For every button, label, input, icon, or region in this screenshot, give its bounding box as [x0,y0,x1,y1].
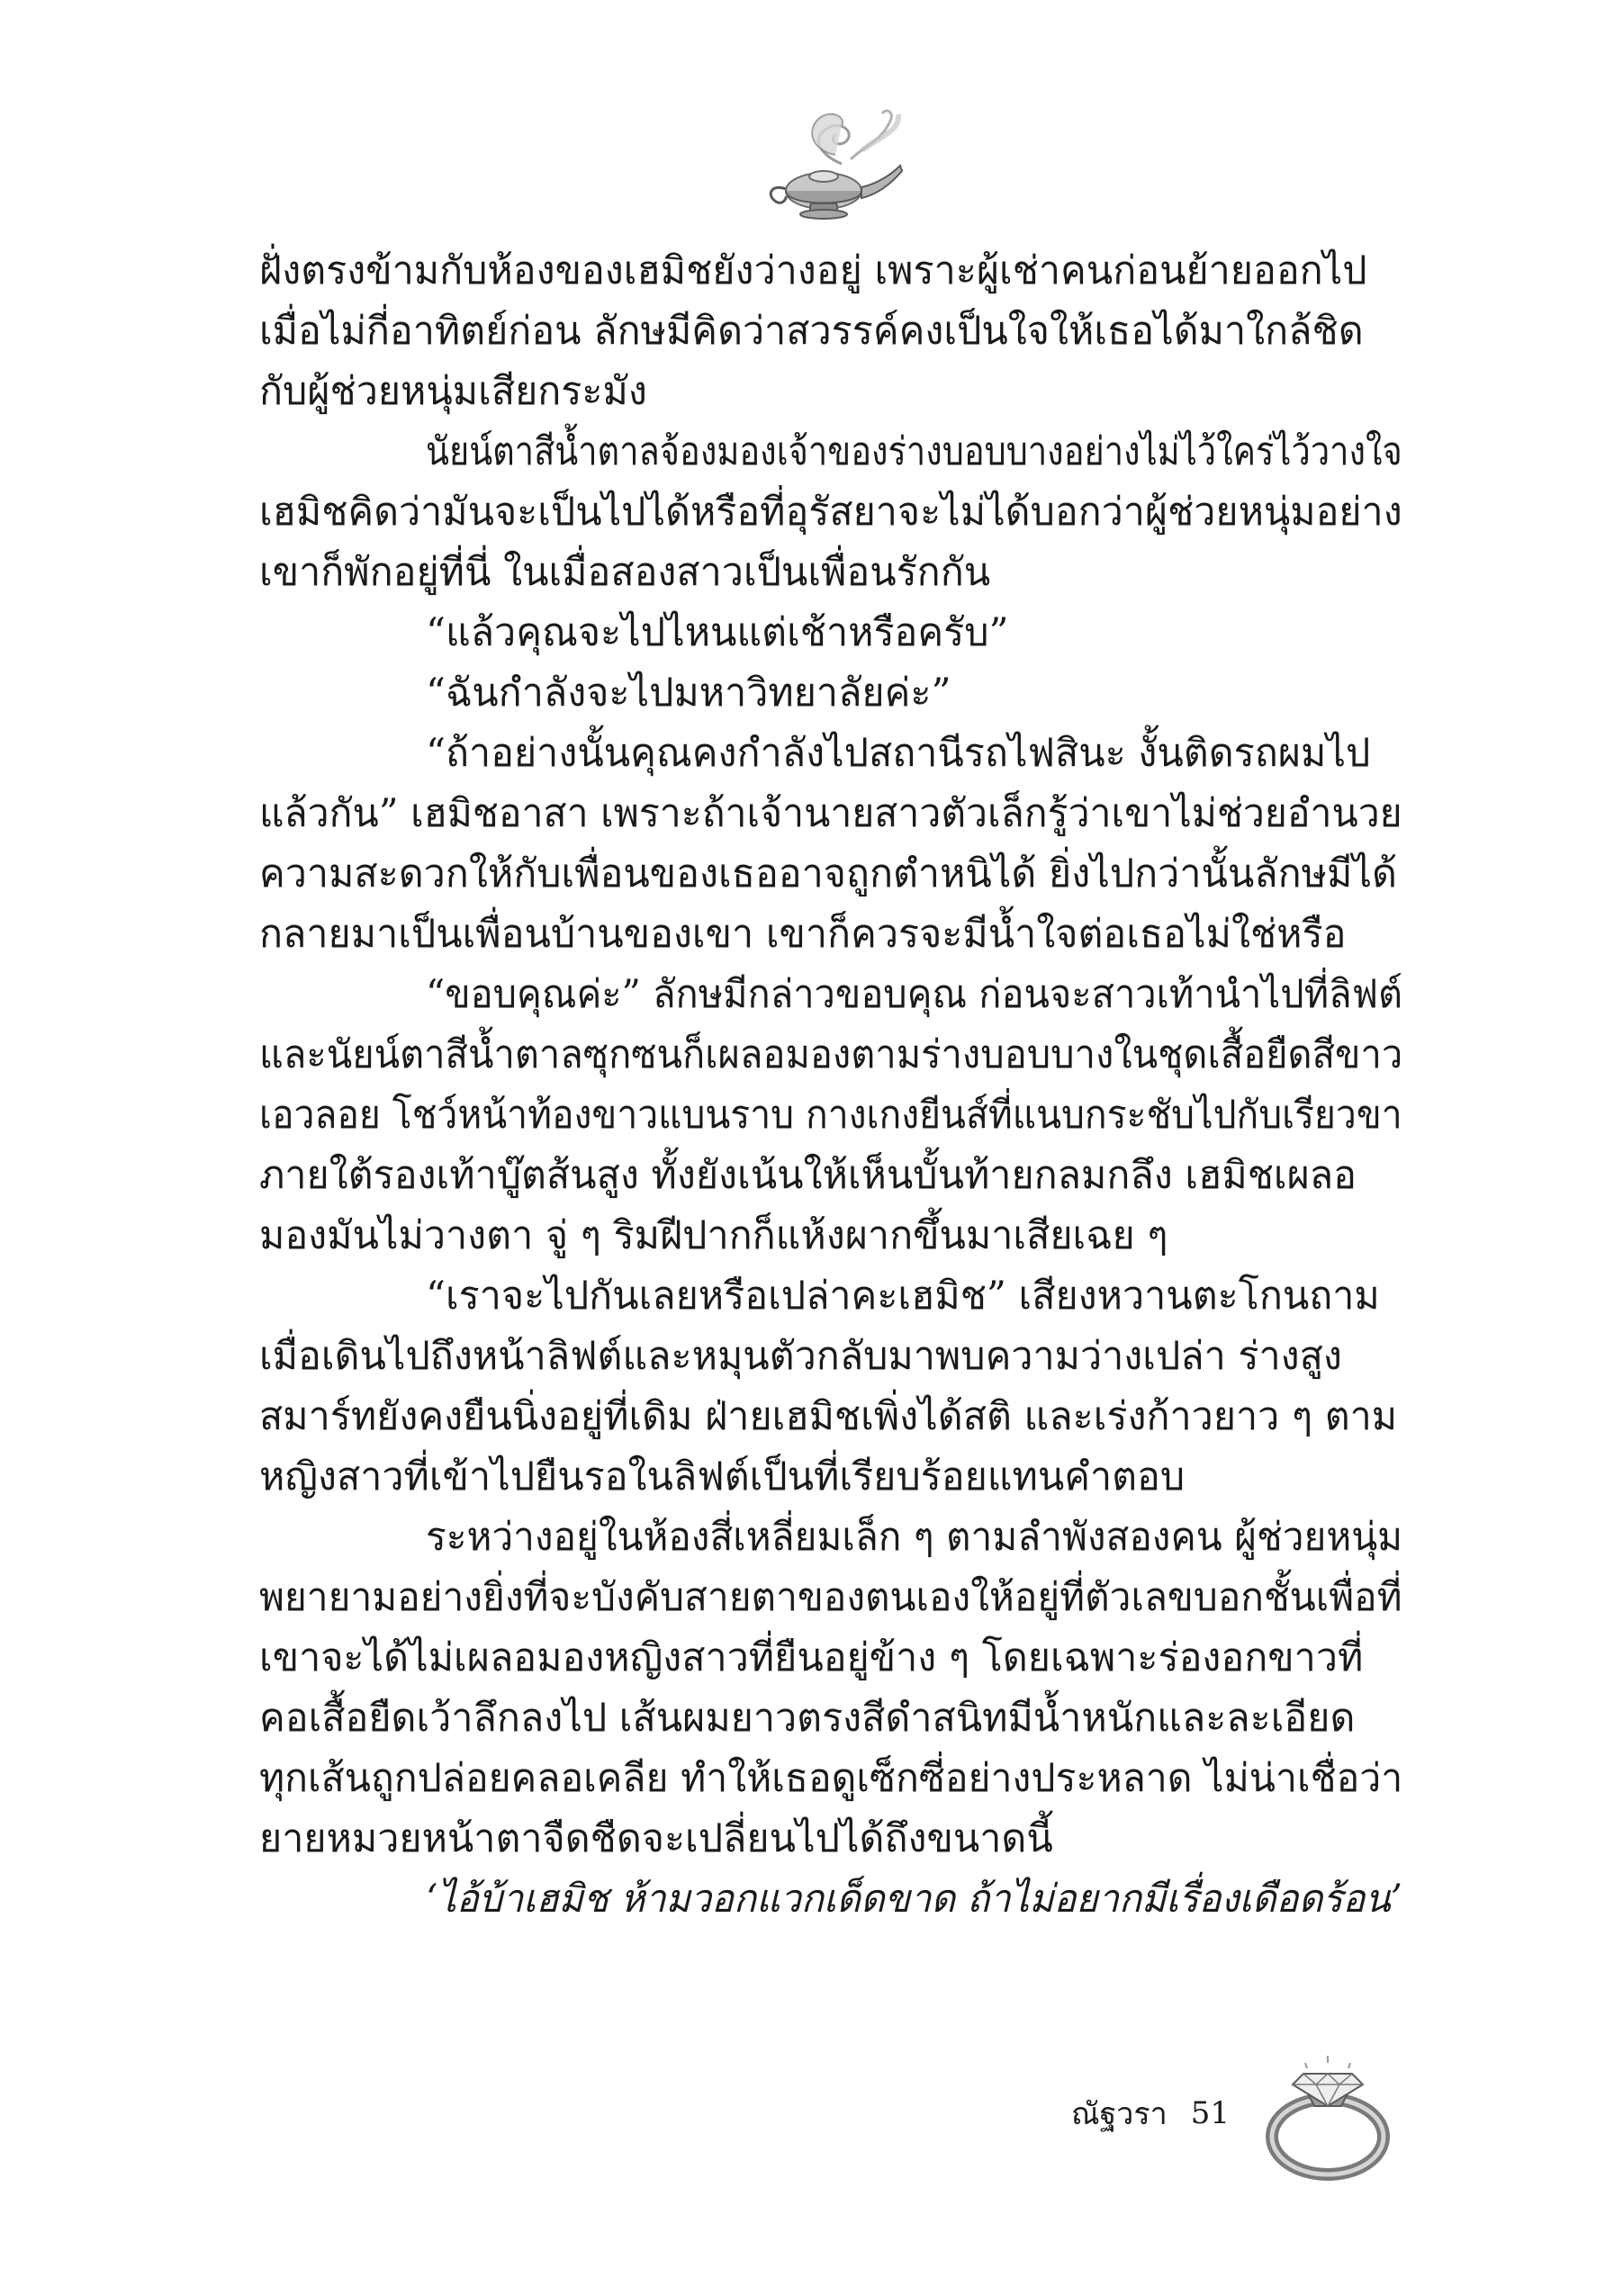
text-line: พยายามอย่างยิ่งที่จะบังคับสายตาของตนเองให้อยู่ที่ตัวเลขบอกชั้นเพื่อที่ [259,1575,1402,1620]
text-line: “เราจะไปกันเลยหรือเปล่าคะเฮมิช” เสียงหวานตะโกนถาม [426,1274,1380,1319]
text-line: เมื่อเดินไปถึงหน้าลิฟต์และหมุนตัวกลับมาพบความว่างเปล่า ร่างสูง [259,1334,1342,1379]
text-line: เอวลอย โชว์หน้าท้องขาวแบนราบ กางเกงยีนส์ที่แนบกระชับไปกับเรียวขา [259,1093,1402,1138]
text-line: และนัยน์ตาสีน้ำตาลซุกซนก็เผลอมองตามร่างบอบบางในชุดเสื้อยืดสีขาว [259,1032,1403,1077]
story-text [259,241,1402,1930]
text-line: ภายใต้รองเท้าบู๊ตส้นสูง ทั้งยังเน้นให้เห็นบั้นท้ายกลมกลึง เฮมิชเผลอ [259,1153,1357,1198]
author-name: ณัฐวรา [1071,2096,1168,2132]
text-line: หญิงสาวที่เข้าไปยืนรอในลิฟต์เป็นที่เรียบร้อยแทนคำตอบ [259,1454,1186,1499]
text-line: ‘ไอ้บ้าเฮมิช ห้ามวอกแวกเด็ดขาด ถ้าไม่อยากมีเรื่องเดือดร้อน’ [426,1877,1402,1922]
text-line: “ขอบคุณค่ะ” ลักษมีกล่าวขอบคุณ ก่อนจะสาวเท้านำไปที่ลิฟต์ [426,972,1403,1017]
text-line: ทุกเส้นถูกปล่อยคลอเคลีย ทำให้เธอดูเซ็กซี่อย่างประหลาด ไม่น่าเชื่อว่า [259,1756,1403,1801]
genie-lamp-icon [756,101,909,227]
text-line: ระหว่างอยู่ในห้องสี่เหลี่ยมเล็ก ๆ ตามลำพังสองคน ผู้ช่วยหนุ่ม [426,1515,1403,1560]
page-number: 51 [1190,2095,1231,2131]
text-line: เขาก็พักอยู่ที่นี่ ในเมื่อสองสาวเป็นเพื่อนรักกัน [259,550,991,595]
text-line: “แล้วคุณจะไปไหนแต่เช้าหรือครับ” [426,610,1009,655]
diamond-ring-icon [1251,2036,1404,2189]
text-line: เขาจะได้ไม่เผลอมองหญิงสาวที่ยืนอยู่ข้าง ๆ โดยเฉพาะร่องอกขาวที่ [259,1635,1364,1680]
text-line: แล้วกัน” เฮมิชอาสา เพราะถ้าเจ้านายสาวตัวเล็กรู้ว่าเขาไม่ช่วยอำนวย [259,791,1402,836]
text-line: สมาร์ทยังคงยืนนิ่งอยู่ที่เดิม ฝ่ายเฮมิชเพิ่งได้สติ และเร่งก้าวยาว ๆ ตาม [259,1394,1398,1439]
text-line: ความสะดวกให้กับเพื่อนของเธออาจถูกตำหนิได้ ยิ่งไปกว่านั้นลักษมีได้ [259,851,1397,896]
text-line: เฮมิชคิดว่ามันจะเป็นไปได้หรือที่อุรัสยาจะไม่ได้บอกว่าผู้ช่วยหนุ่มอย่าง [259,490,1402,535]
text-line: นัยน์ตาสีน้ำตาลจ้องมองเจ้าของร่างบอบบางอย่างไม่ไว้ใคร่ไว้วางใจ [426,429,1402,474]
page-footer [1071,2086,1230,2140]
text-line: “ฉันกำลังจะไปมหาวิทยาลัยค่ะ” [426,671,951,716]
text-line: ฝั่งตรงข้ามกับห้องของเฮมิชยังว่างอยู่ เพราะผู้เช่าคนก่อนย้ายออกไป [259,248,1367,293]
text-line: เมื่อไม่กี่อาทิตย์ก่อน ลักษมีคิดว่าสวรรค์คงเป็นใจให้เธอได้มาใกล้ชิด [259,309,1364,354]
text-line: ยายหมวยหน้าตาจืดชืดจะเปลี่ยนไปได้ถึงขนาดนี้ [259,1816,1053,1861]
text-line: คอเสื้อยืดเว้าลึกลงไป เส้นผมยาวตรงสีดำสนิทมีน้ำหนักและละเอียด [259,1696,1356,1741]
text-line: กับผู้ช่วยหนุ่มเสียกระมัง [259,369,647,414]
text-line: มองมันไม่วางตา จู่ ๆ ริมฝีปากก็แห้งผากขึ้นมาเสียเฉย ๆ [259,1213,1168,1258]
text-line: กลายมาเป็นเพื่อนบ้านของเขา เขาก็ควรจะมีน้ำใจต่อเธอไม่ใช่หรือ [259,912,1347,957]
text-line: “ถ้าอย่างนั้นคุณคงกำลังไปสถานีรถไฟสินะ งั้นติดรถผมไป [426,731,1371,776]
